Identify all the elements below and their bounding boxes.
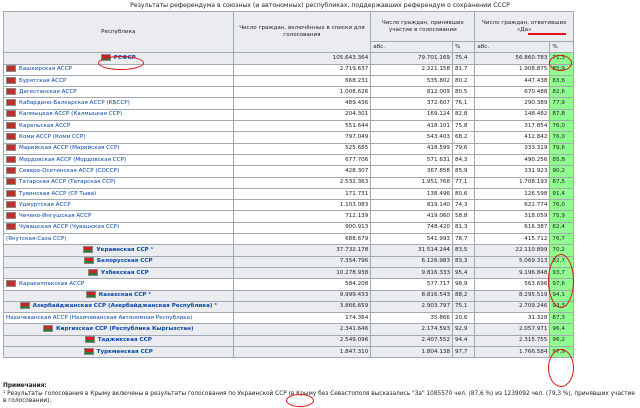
underline-annotation <box>528 33 566 35</box>
republic-name: Киргизская ССР (Республика Кыргызстан) <box>55 326 194 333</box>
yes-abs-cell: 31.328 <box>475 313 550 324</box>
participated-pct-cell: 68,2 <box>453 132 475 143</box>
republic-cell[interactable] <box>4 177 234 188</box>
flag-icon <box>43 325 53 332</box>
republic-cell[interactable] <box>4 166 234 177</box>
participated-abs-cell: 571.631 <box>371 154 453 165</box>
table-row <box>4 222 574 233</box>
table-row <box>4 267 574 278</box>
table-row <box>4 313 574 324</box>
yes-abs-cell: 318.059 <box>475 211 550 222</box>
table-row <box>4 121 574 132</box>
republic-name: Марийская АССР (Марийская ССР) <box>19 145 120 152</box>
participated-abs-cell: 169.124 <box>371 109 453 120</box>
participated-pct-cell: 82,8 <box>453 109 475 120</box>
sub-yes-pct[interactable]: % <box>550 42 574 53</box>
republic-cell[interactable] <box>4 154 234 165</box>
republic-name: Бурятская АССР <box>19 77 67 84</box>
table-row <box>4 143 574 154</box>
participated-abs-cell: 541.993 <box>371 234 453 245</box>
republic-cell[interactable] <box>4 211 234 222</box>
flag-icon <box>6 223 16 230</box>
participated-pct-cell: 80,2 <box>453 75 475 86</box>
table-row <box>4 234 574 245</box>
col-participated[interactable]: Число граждан, принявших участие в голосовании <box>371 12 475 42</box>
yes-pct-cell: 82,7 <box>550 256 574 267</box>
col-yes[interactable] <box>475 12 574 42</box>
republic-name: Коми АССР (Коми ССР) <box>19 134 86 141</box>
flag-icon <box>85 336 95 343</box>
republic-cell[interactable] <box>4 222 234 233</box>
republic-cell[interactable] <box>4 301 234 312</box>
participated-abs-cell: 2.903.797 <box>371 301 453 312</box>
yes-abs-cell: 2.709.246 <box>475 301 550 312</box>
included-cell: 1.103.083 <box>233 200 371 211</box>
included-cell: 677.706 <box>233 154 371 165</box>
included-cell: 688.679 <box>233 234 371 245</box>
yes-pct-cell: 76,0 <box>550 132 574 143</box>
yes-pct-cell: 87,8 <box>550 109 574 120</box>
table-row <box>4 200 574 211</box>
yes-pct-cell: 71,3 <box>550 53 574 64</box>
flag-icon <box>83 246 93 253</box>
yes-abs-cell: 148.482 <box>475 109 550 120</box>
participated-pct-cell: 81,7 <box>453 64 475 75</box>
yes-pct-cell: 97,6 <box>550 279 574 290</box>
republic-cell[interactable] <box>4 335 234 346</box>
republic-cell[interactable] <box>4 98 234 109</box>
yes-pct-cell: 76,7 <box>550 234 574 245</box>
yes-pct-cell: 79,6 <box>550 143 574 154</box>
included-cell: 3.866.659 <box>233 301 371 312</box>
yes-abs-cell: 670.488 <box>475 87 550 98</box>
yes-abs-cell: 5.069.313 <box>475 256 550 267</box>
yes-abs-cell: 2.057.971 <box>475 324 550 335</box>
yes-abs-cell: 317.854 <box>475 121 550 132</box>
flag-icon <box>84 257 94 264</box>
sub-part-pct[interactable]: % <box>453 42 475 53</box>
flag-icon <box>6 280 16 287</box>
included-cell: 712.139 <box>233 211 371 222</box>
participated-pct-cell: 79,6 <box>453 143 475 154</box>
republic-name: Украинская ССР ¹ <box>96 246 154 253</box>
included-cell: 1.847.310 <box>233 347 371 358</box>
included-cell: 551.644 <box>233 121 371 132</box>
participated-pct-cell: 85,9 <box>453 166 475 177</box>
table-row <box>4 154 574 165</box>
flag-icon <box>88 269 98 276</box>
participated-pct-cell: 97,7 <box>453 347 475 358</box>
note-1: ¹ Результаты голосования в Крыму включены в результаты голосования по Украинской ССР (в Крыму без Севастополя высказались "За" 1085570 чел. (87,6 %) из 1239092 чел. (79,3 %), принявших участие в голосовании). <box>3 390 635 404</box>
table-row <box>4 98 574 109</box>
republic-name: Белорусская ССР <box>96 258 153 265</box>
table-row <box>4 87 574 98</box>
table-row <box>4 324 574 335</box>
republic-cell[interactable] <box>4 75 234 86</box>
republic-name: Каракалпакская АССР <box>19 280 85 287</box>
results-table <box>3 11 574 358</box>
participated-abs-cell: 418.101 <box>371 121 453 132</box>
republic-cell[interactable] <box>4 267 234 278</box>
republic-cell[interactable] <box>4 256 234 267</box>
participated-pct-cell: 80,6 <box>453 188 475 199</box>
included-cell: 174.364 <box>233 313 371 324</box>
flag-icon <box>6 144 16 151</box>
flag-icon <box>6 122 16 129</box>
participated-abs-cell: 367.858 <box>371 166 453 177</box>
table-row <box>4 211 574 222</box>
yes-abs-cell: 490.256 <box>475 154 550 165</box>
notes <box>3 383 640 406</box>
yes-pct-cell: 90,2 <box>550 166 574 177</box>
flag-icon <box>6 167 16 174</box>
yes-abs-cell: 126.598 <box>475 188 550 199</box>
notes-title: Примечания: <box>3 383 47 389</box>
flag-icon <box>6 110 16 117</box>
flag-icon <box>6 156 16 163</box>
republic-name: Азербайджанская ССР (Азербайджанская Республика) ³ <box>32 303 217 310</box>
republic-cell[interactable] <box>4 324 234 335</box>
participated-pct-cell: 58,8 <box>453 211 475 222</box>
participated-pct-cell: 78,7 <box>453 234 475 245</box>
yes-abs-cell: 616.387 <box>475 222 550 233</box>
yes-pct-cell: 94,1 <box>550 290 574 301</box>
participated-abs-cell: 35.866 <box>371 313 453 324</box>
republic-name: Калмыцкая АССР (Калмыцкая ССР) <box>19 111 123 118</box>
republic-name: Удмуртская АССР <box>19 201 71 208</box>
participated-abs-cell: 543.403 <box>371 132 453 143</box>
participated-abs-cell: 79.701.169 <box>371 53 453 64</box>
table-row <box>4 279 574 290</box>
participated-pct-cell: 83,5 <box>453 245 475 256</box>
sub-yes-abs[interactable]: абс. <box>475 42 550 53</box>
participated-abs-cell: 535.802 <box>371 75 453 86</box>
republic-name: Чувашская АССР (Чувашская ССР) <box>19 224 120 231</box>
participated-pct-cell: 81,3 <box>453 222 475 233</box>
flag-icon <box>84 348 94 355</box>
participated-abs-cell: 372.607 <box>371 98 453 109</box>
yes-abs-cell: 2.315.755 <box>475 335 550 346</box>
table-row <box>4 188 574 199</box>
flag-icon <box>6 212 16 219</box>
flag-icon <box>6 178 16 185</box>
included-cell: 2.532.363 <box>233 177 371 188</box>
yes-pct-cell: 91,4 <box>550 188 574 199</box>
republic-cell[interactable] <box>4 347 234 358</box>
republic-name: Узбекская ССР <box>100 269 149 276</box>
participated-abs-cell: 9.816.333 <box>371 267 453 278</box>
included-cell: 1.008.626 <box>233 87 371 98</box>
included-cell: 171.731 <box>233 188 371 199</box>
yes-abs-cell: 415.712 <box>475 234 550 245</box>
participated-pct-cell: 83,3 <box>453 256 475 267</box>
republic-name: Башкирская АССР <box>19 66 72 73</box>
republic-name: Казахская ССР ² <box>98 292 151 299</box>
included-cell: 204.301 <box>233 109 371 120</box>
yes-abs-cell: 412.842 <box>475 132 550 143</box>
participated-pct-cell: 98,9 <box>453 279 475 290</box>
table-row <box>4 245 574 256</box>
participated-pct-cell: 94,4 <box>453 335 475 346</box>
participated-pct-cell: 80,5 <box>453 87 475 98</box>
table-caption: Результаты референдума в союзных (и автономных) республиках, поддержавших референдум о сохранении СССР <box>130 2 510 9</box>
participated-abs-cell: 2.174.593 <box>371 324 453 335</box>
flag-icon <box>6 190 16 197</box>
participated-pct-cell: 95,4 <box>453 267 475 278</box>
participated-abs-cell: 2.221.158 <box>371 64 453 75</box>
participated-abs-cell: 1.804.138 <box>371 347 453 358</box>
republic-cell[interactable] <box>4 188 234 199</box>
included-cell: 37.732.178 <box>233 245 371 256</box>
yes-pct-cell: 76,0 <box>550 121 574 132</box>
republic-name: Дагестанская АССР <box>19 88 77 95</box>
yes-abs-cell: 1.908.875 <box>475 64 550 75</box>
yes-pct-cell: 93,7 <box>550 267 574 278</box>
included-cell: 9.999.433 <box>233 290 371 301</box>
yes-pct-cell: 93,3 <box>550 301 574 312</box>
republic-name: РСФСР <box>113 54 136 61</box>
yes-pct-cell: 82,4 <box>550 222 574 233</box>
sub-part-abs[interactable]: абс. <box>371 42 453 53</box>
republic-cell[interactable] <box>4 200 234 211</box>
participated-pct-cell: 92,9 <box>453 324 475 335</box>
republic-cell[interactable] <box>4 234 234 245</box>
flag-icon <box>6 65 16 72</box>
republic-name: Татарская АССР (Татарская ССР) <box>19 179 116 186</box>
flag-icon <box>6 88 16 95</box>
table-row <box>4 347 574 358</box>
yes-pct-cell: 75,9 <box>550 211 574 222</box>
participated-abs-cell: 8.816.543 <box>371 290 453 301</box>
republic-cell[interactable] <box>4 143 234 154</box>
participated-abs-cell: 748.420 <box>371 222 453 233</box>
flag-icon <box>6 99 16 106</box>
flag-icon <box>6 201 16 208</box>
republic-cell[interactable] <box>4 53 234 64</box>
participated-abs-cell: 819.140 <box>371 200 453 211</box>
included-cell: 584.208 <box>233 279 371 290</box>
participated-pct-cell: 76,1 <box>453 98 475 109</box>
table-row <box>4 166 574 177</box>
participated-abs-cell: 812.009 <box>371 87 453 98</box>
participated-pct-cell: 75,8 <box>453 121 475 132</box>
table-row <box>4 335 574 346</box>
included-cell: 428.307 <box>233 166 371 177</box>
participated-abs-cell: 138.496 <box>371 188 453 199</box>
republic-name: Карельская АССР <box>19 122 71 129</box>
participated-pct-cell: 75,4 <box>453 53 475 64</box>
table-row <box>4 256 574 267</box>
participated-pct-cell: 77,1 <box>453 177 475 188</box>
republic-name: Нахичеванская АССР (Нахичеванская Автономная Республика) <box>6 314 193 321</box>
yes-abs-cell: 1.766.584 <box>475 347 550 358</box>
participated-pct-cell: 88,2 <box>453 290 475 301</box>
republic-name: Кабардино-Балкарская АССР (КБССР) <box>19 100 130 107</box>
yes-abs-cell: 22.110.899 <box>475 245 550 256</box>
yes-pct-cell: 70,2 <box>550 245 574 256</box>
flag-icon <box>6 77 16 84</box>
col-yes-label: Число граждан, ответивших «Да» <box>481 19 567 33</box>
republic-cell[interactable] <box>4 290 234 301</box>
yes-abs-cell: 331.923 <box>475 166 550 177</box>
participated-pct-cell: 75,1 <box>453 301 475 312</box>
table-row <box>4 301 574 312</box>
included-cell: 525.685 <box>233 143 371 154</box>
yes-abs-cell: 333.319 <box>475 143 550 154</box>
included-cell: 900.913 <box>233 222 371 233</box>
yes-abs-cell: 56.860.783 <box>475 53 550 64</box>
yes-abs-cell: 290.389 <box>475 98 550 109</box>
table-row <box>4 53 574 64</box>
included-cell: 2.341.646 <box>233 324 371 335</box>
republic-name: Мордовская АССР (Мордовская ССР) <box>19 156 127 163</box>
yes-pct-cell: 83,6 <box>550 75 574 86</box>
participated-abs-cell: 418.599 <box>371 143 453 154</box>
yes-abs-cell: 563.696 <box>475 279 550 290</box>
yes-pct-cell: 97,9 <box>550 347 574 358</box>
republic-cell[interactable] <box>4 109 234 120</box>
participated-pct-cell: 20,6 <box>453 313 475 324</box>
yes-pct-cell: 76,0 <box>550 200 574 211</box>
republic-name: Таджикская ССР <box>97 337 152 344</box>
included-cell: 2.549.096 <box>233 335 371 346</box>
yes-pct-cell: 87,3 <box>550 313 574 324</box>
participated-abs-cell: 577.717 <box>371 279 453 290</box>
table-row <box>4 132 574 143</box>
included-cell: 489.436 <box>233 98 371 109</box>
participated-abs-cell: 1.951.768 <box>371 177 453 188</box>
flag-icon <box>86 291 96 298</box>
flag-icon <box>101 54 111 61</box>
republic-name: Северо-Осетинская АССР (СОССР) <box>19 167 120 174</box>
republic-cell[interactable] <box>4 64 234 75</box>
included-cell: 2.719.637 <box>233 64 371 75</box>
republic-cell[interactable] <box>4 279 234 290</box>
yes-pct-cell: 82,6 <box>550 87 574 98</box>
participated-abs-cell: 419.060 <box>371 211 453 222</box>
included-cell: 668.231 <box>233 75 371 86</box>
yes-pct-cell: 96,4 <box>550 324 574 335</box>
republic-cell[interactable] <box>4 132 234 143</box>
participated-abs-cell: 6.126.983 <box>371 256 453 267</box>
participated-pct-cell: 74,3 <box>453 200 475 211</box>
yes-abs-cell: 1.708.193 <box>475 177 550 188</box>
col-republic[interactable]: Республика <box>4 12 234 53</box>
col-included[interactable]: Число граждан, включённых в списки для голосования <box>233 12 371 53</box>
republic-name: Туркменская ССР <box>96 348 153 355</box>
republic-cell[interactable] <box>4 87 234 98</box>
yes-abs-cell: 9.196.848 <box>475 267 550 278</box>
table-row <box>4 109 574 120</box>
republic-cell[interactable] <box>4 245 234 256</box>
yes-abs-cell: 8.295.519 <box>475 290 550 301</box>
header-row <box>4 12 574 42</box>
included-cell: 7.354.796 <box>233 256 371 267</box>
republic-name: (Якутская-Саха ССР) <box>6 235 67 242</box>
participated-abs-cell: 31.514.244 <box>371 245 453 256</box>
table-row <box>4 177 574 188</box>
yes-pct-cell: 87,5 <box>550 177 574 188</box>
table-row <box>4 64 574 75</box>
yes-abs-cell: 447.438 <box>475 75 550 86</box>
yes-abs-cell: 622.774 <box>475 200 550 211</box>
table-row <box>4 75 574 86</box>
flag-icon <box>20 302 30 309</box>
included-cell: 10.278.938 <box>233 267 371 278</box>
republic-name: Тувинская АССР (СР Тыва) <box>19 190 97 197</box>
included-cell: 797.049 <box>233 132 371 143</box>
republic-cell[interactable] <box>4 313 234 324</box>
yes-pct-cell: 85,9 <box>550 64 574 75</box>
republic-cell[interactable] <box>4 121 234 132</box>
participated-pct-cell: 84,3 <box>453 154 475 165</box>
yes-pct-cell: 77,9 <box>550 98 574 109</box>
table-row <box>4 290 574 301</box>
participated-abs-cell: 2.407.552 <box>371 335 453 346</box>
republic-name: Чечено-Ингушская АССР <box>19 213 92 220</box>
yes-pct-cell: 96,2 <box>550 335 574 346</box>
included-cell: 105.643.364 <box>233 53 371 64</box>
yes-pct-cell: 85,8 <box>550 154 574 165</box>
flag-icon <box>6 133 16 140</box>
